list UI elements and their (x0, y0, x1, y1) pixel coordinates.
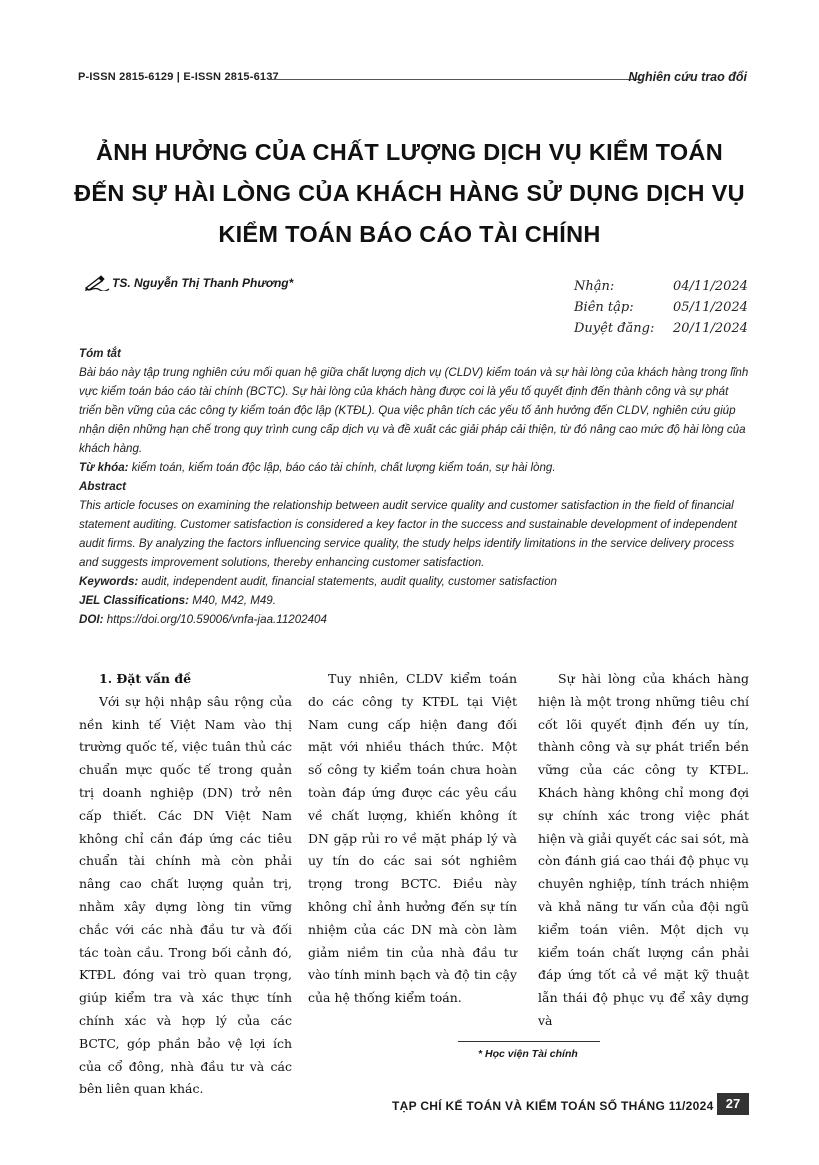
keywords-en: Keywords: audit, independent audit, financial statements, audit quality, customer satisfaction (79, 575, 557, 588)
date-edited: Biên tập: 05/11/2024 (574, 300, 748, 315)
paragraph-1: Với sự hội nhập sâu rộng của nền kinh tế Việt Nam vào thị trường quốc tế, việc tuân thủ các chuẩn mực quốc tế trong quản trị doanh nghiệp (DN) trở nên cấp thiết. Các DN Việt Nam không chỉ cần đáp ứng các tiêu chuẩn tài chính mà còn phải nâng cao chất lượng quản trị, nhằm xây dựng lòng tin vững chắc với các nhà đầu tư và đối tác toàn cầu. Trong bối cảnh đó, KTĐL đóng vai trò quan trọng, giúp kiểm tra và xác thực tính chính xác và hợp lý của các BCTC, góp phần bảo vệ lợi ích của cổ đông, nhà đầu tư và các bên liên quan khác. (79, 693, 292, 1097)
section-heading: 1. Đặt vấn đề (99, 671, 192, 686)
body-column-3 (538, 668, 749, 1033)
pen-icon (84, 275, 110, 291)
abstract-block (79, 344, 750, 629)
section-label: Nghiên cứu trao đổi (628, 70, 747, 84)
doi-link[interactable]: https://doi.org/10.59006/vnfa-jaa.11202404 (106, 613, 327, 626)
paragraph-2: Tuy nhiên, CLDV kiểm toán do các công ty KTĐL tại Việt Nam cung cấp hiện đang đối mặt với nhiều thách thức. Một số công ty kiểm toán chưa hoàn toàn đáp ứng được các yêu cầu về chất lượng, khiến không ít DN gặp rủi ro về mặt pháp lý và uy tín do các sai sót nghiêm trọng trong BCTC. Điều này không chỉ ảnh hưởng đến sự tín nhiệm của các DN mà còn làm giảm niềm tin của nhà đầu tư vào tính minh bạch và độ tin cậy của hệ thống kiểm toán. (308, 671, 517, 1006)
doi: DOI: https://doi.org/10.59006/vnfa-jaa.11202404 (79, 613, 327, 626)
keywords-vi: Từ khóa: kiểm toán, kiểm toán độc lập, báo cáo tài chính, chất lượng kiểm toán, sự hài lòng. (79, 461, 556, 474)
abstract-vi-heading: Tóm tắt (79, 347, 121, 360)
title-line-2: ĐẾN SỰ HÀI LÒNG CỦA KHÁCH HÀNG SỬ DỤNG DỊCH VỤ (74, 180, 745, 206)
date-approved: Duyệt đăng: 20/11/2024 (574, 321, 748, 336)
paragraph-3: Sự hài lòng của khách hàng hiện là một trong những tiêu chí cốt lõi quyết định đến uy tín, thành công và sự phát triển bền vững của các công ty KTĐL. Khách hàng không chỉ mong đợi sự chính xác trong việc phát hiện và giải quyết các sai sót, mà còn đánh giá cao thái độ phục vụ chuyên nghiệp, tính trách nhiệm và khả năng tư vấn của đội ngũ kiểm toán viên. Một dịch vụ kiểm toán chất lượng cần phải đáp ứng tốt cả về mặt kỹ thuật lẫn thái độ phục vụ để xây dựng và (538, 671, 749, 1028)
abstract-en-heading: Abstract (79, 480, 127, 493)
body-column-2 (308, 668, 517, 1010)
header-rule (270, 79, 641, 80)
article-title (40, 132, 779, 255)
body-column-1 (79, 668, 292, 1101)
dates-block (574, 276, 748, 339)
abstract-vi-text: Bài báo này tập trung nghiên cứu mối quan hệ giữa chất lượng dịch vụ (CLDV) kiểm toán và sự hài lòng của khách hàng trong lĩnh vực kiểm toán báo cáo tài chính (BCTC). Sự hài lòng của khách hàng được coi là yếu tố quyết định đến thành công và sự phát triển bền vững của các công ty kiểm toán độc lập (KTĐL). Qua việc phân tích các yếu tố ảnh hưởng đến CLDV, nghiên cứu giúp nhận diện những hạn chế trong quy trình cung cấp dịch vụ và đề xuất các giải pháp cải thiện, từ đó nâng cao mức độ hài lòng của khách hàng. (79, 366, 749, 455)
journal-footer: TẠP CHÍ KẾ TOÁN VÀ KIỂM TOÁN SỐ THÁNG 11/2024 (392, 1099, 714, 1113)
author-name: TS. Nguyễn Thị Thanh Phương* (112, 276, 294, 290)
title-line-1: ẢNH HƯỞNG CỦA CHẤT LƯỢNG DỊCH VỤ KIỂM TOÁN (96, 139, 723, 165)
author-line (84, 275, 293, 291)
title-line-3: KIỂM TOÁN BÁO CÁO TÀI CHÍNH (218, 221, 601, 247)
date-received: Nhận: 04/11/2024 (574, 279, 748, 294)
page-number: 27 (717, 1093, 749, 1115)
abstract-en-text: This article focuses on examining the relationship between audit service quality and customer satisfaction in the field of financial statement auditing. Customer satisfaction is considered a key factor in the success and sustainable development of independent audit firms. By analyzing the factors influencing service quality, the study helps identify limitations in the service delivery process and suggests improvement solutions, thereby enhancing customer satisfaction. (79, 499, 738, 569)
issn-label: P-ISSN 2815-6129 | E-ISSN 2815-6137 (78, 71, 279, 83)
footnote-rule (458, 1041, 600, 1042)
jel-classifications: JEL Classifications: M40, M42, M49. (79, 594, 276, 607)
footnote: * Học viện Tài chính (478, 1048, 578, 1060)
